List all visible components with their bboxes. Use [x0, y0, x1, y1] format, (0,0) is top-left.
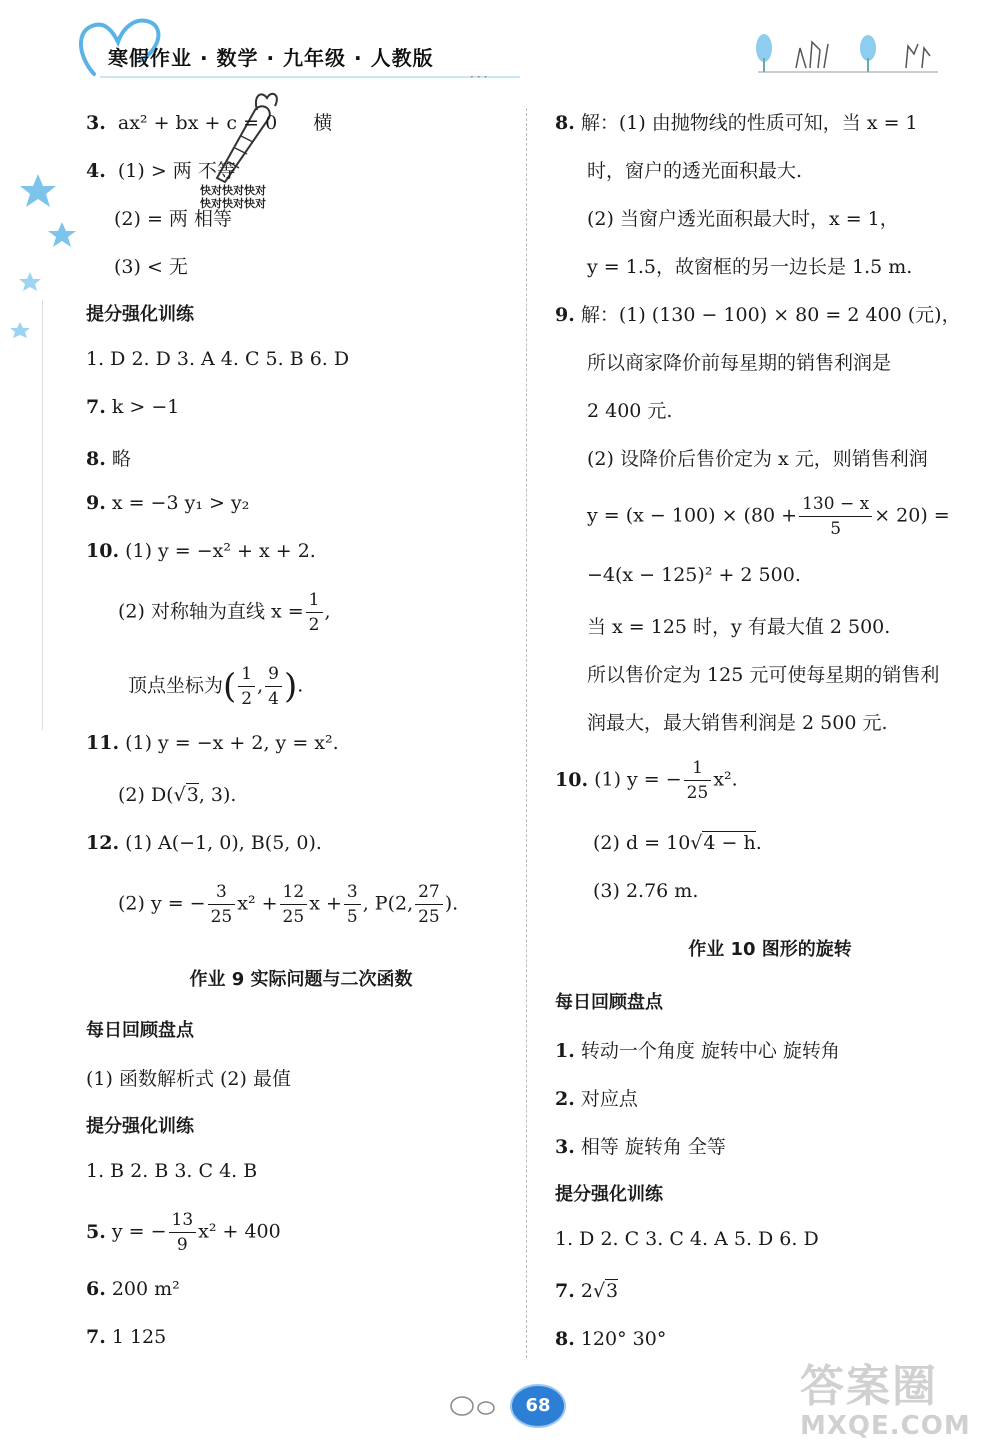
left-column [86, 108, 516, 1374]
answer-10-1: 10. (1) y = − $\frac{1}{25}$ x². [555, 758, 738, 803]
answer-9-1: 9. 解：(1) (130 − 100) × 80 = 2 400 (元)， [555, 304, 961, 326]
header-dots: ··· [470, 70, 491, 84]
review-answer-3: 3. 相等 旋转角 全等 [555, 1136, 726, 1158]
stamp-text: 快对快对快对 快对快对快对 [200, 184, 266, 210]
answer-9-cont: 所以商家降价前每星期的销售利润是 [587, 352, 892, 374]
header-underline [100, 76, 520, 78]
answer-9-cont: 润最大，最大销售利润是 2 500 元. [587, 712, 888, 734]
answer-12-1: 12. (1) A(−1, 0), B(5, 0). [86, 832, 322, 854]
answer-10-2: (2) 对称轴为直线 x = $\frac{1}{2}$ , [118, 590, 331, 635]
answer-9-formula: y = (x − 100) × (80 + $\frac{130 - x}{5}$ × 20) = [587, 494, 950, 539]
answer-8-2: (2) 当窗户透光面积最大时，x = 1， [587, 208, 899, 230]
answer-8: 8. 略 [86, 448, 131, 470]
answer-10-3: (3) 2.76 m. [593, 880, 699, 902]
answer-3: 3. ax² + bx + c = 0 横 [86, 112, 333, 134]
answer-10-2: (2) d = 10√4 − h. [593, 832, 762, 854]
page-number: 68 [510, 1384, 566, 1428]
section-heading: 提分强化训练 [555, 1184, 663, 1205]
section-heading: 提分强化训练 [86, 304, 194, 325]
choice-answers: 1. D 2. D 3. A 4. C 5. B 6. D [86, 348, 350, 370]
fraction: $\frac{1}{2}$ [238, 662, 255, 711]
answer-9-cont: 当 x = 125 时，y 有最大值 2 500. [587, 616, 891, 638]
section-heading: 每日回顾盘点 [555, 992, 663, 1013]
answer-7: 7. 2√3 [555, 1280, 619, 1302]
review-answer-1: 1. 转动一个角度 旋转中心 旋转角 [555, 1040, 840, 1062]
section-heading: 提分强化训练 [86, 1116, 194, 1137]
section-heading: 每日回顾盘点 [86, 1020, 194, 1041]
answer-4-3: (3) < 无 [114, 256, 188, 278]
bubble-decoration-icon [448, 1384, 508, 1424]
header-title: 寒假作业 · 数学 · 九年级 · 人教版 [108, 46, 434, 70]
answer-8-1: 8. 解：(1) 由抛物线的性质可知，当 x = 1 [555, 112, 918, 134]
right-column [555, 108, 985, 1376]
fraction: $\frac{1}{2}$ [306, 588, 323, 637]
review-answer-2: 2. 对应点 [555, 1088, 638, 1110]
answer-7: 7. 1 125 [86, 1326, 167, 1348]
review-answers: (1) 函数解析式 (2) 最值 [86, 1068, 291, 1090]
answer-10-1: 10. (1) y = −x² + x + 2. [86, 540, 316, 562]
answer-11-2: (2) D(√3, 3). [118, 784, 237, 806]
answer-4-2: (2) = 两 相等 [114, 208, 232, 230]
answer-9-cont: −4(x − 125)² + 2 500. [587, 564, 801, 586]
page-header [0, 0, 1000, 90]
answer-12-2: (2) y = − $\frac{3}{25}$ x² + $\frac{12}{25}$ x + $\frac{3}{5}$ , P(2, $\frac{27}{25}$ ). [118, 882, 459, 927]
star-decoration-icon [0, 160, 80, 360]
answer-8: 8. 120° 30° [555, 1328, 667, 1350]
column-divider [526, 108, 527, 1358]
tree-doodle-icon [748, 28, 948, 78]
answer-5: 5. y = − $\frac{13}{9}$ x² + 400 [86, 1210, 281, 1255]
assignment-10-title: 作业 10 图形的旋转 [688, 939, 852, 960]
answer-11-1: 11. (1) y = −x + 2, y = x². [86, 732, 339, 754]
answer-8-cont: y = 1.5，故窗框的另一边长是 1.5 m. [587, 256, 913, 278]
choice-answers: 1. B 2. B 3. C 4. B [86, 1160, 258, 1182]
answer-6: 6. 200 m² [86, 1278, 180, 1300]
margin-line [42, 300, 43, 730]
answer-9: 9. x = −3 y₁ > y₂ [86, 492, 250, 514]
answer-7: 7. k > −1 [86, 396, 180, 418]
choice-answers: 1. D 2. C 3. C 4. A 5. D 6. D [555, 1228, 819, 1250]
answer-4-1: 4. (1) > 两 不等 [86, 160, 236, 182]
assignment-9-title: 作业 9 实际问题与二次函数 [189, 969, 413, 990]
answer-9-2: (2) 设降价后售价定为 x 元，则销售利润 [587, 448, 928, 470]
answer-9-cont: 所以售价定为 125 元可使每星期的销售利 [587, 664, 940, 686]
answer-9-cont: 2 400 元. [587, 400, 673, 422]
answer-10-vertex: 顶点坐标为( $\frac{1}{2}$ , $\frac{9}{4}$ ). [128, 664, 304, 709]
fraction: $\frac{9}{4}$ [265, 662, 282, 711]
answer-8-cont: 时，窗户的透光面积最大. [587, 160, 803, 182]
watermark: 答案圈 MXQE.COM [800, 1361, 971, 1441]
